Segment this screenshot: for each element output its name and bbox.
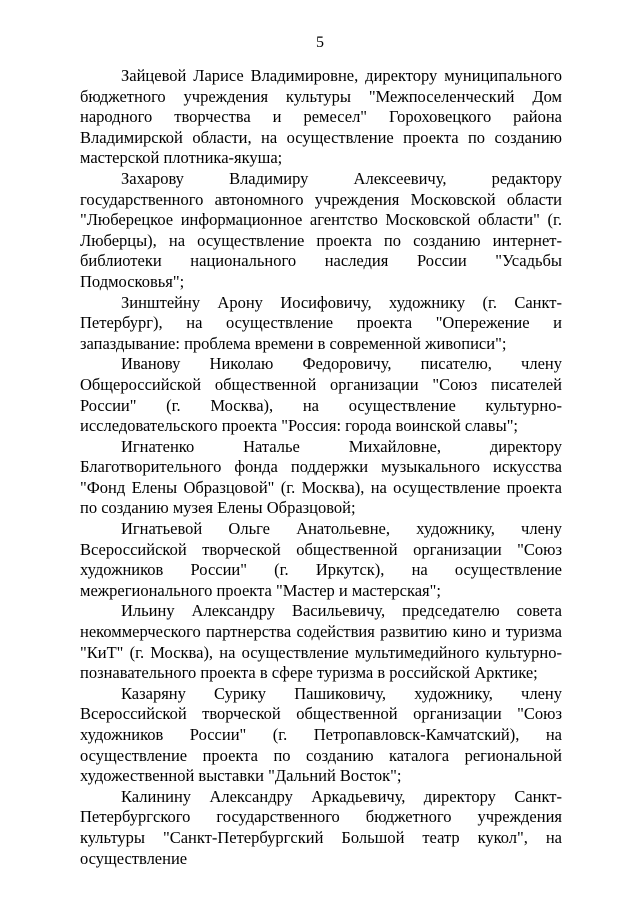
paragraph-ignatenko: Игнатенко Наталье Михайловне, директору Благотворительного фонда поддержки музыкального искусства "Фонд Елены Образцовой" (г. Москва), на осуществление проекта по созданию музея Елены Образцовой; [80, 436, 562, 518]
paragraph-zinshteyn: Зинштейну Арону Иосифовичу, художнику (г. Санкт-Петербург), на осуществление проекта "Опережение и запаздывание: проблема времени в современной живописи"; [80, 292, 562, 353]
paragraph-zaytseva: Зайцевой Ларисе Владимировне, директору муниципального бюджетного учреждения культуры "Межпоселенческий Дом народного творчества и ремесел" Гороховецкого района Владимирской области, на осуществление проекта по созданию мастерской плотника-якуша; [80, 66, 562, 168]
page-number: 5 [316, 34, 324, 51]
paragraph-zakharov: Захарову Владимиру Алексеевичу, редактору государственного автономного учреждения Московской области "Люберецкое информационное агентство Московской области" (г. Люберцы), на осуществление проекта по созданию интернет-библиотеки национального наследия России "Усадьбы Подмосковья"; [80, 168, 562, 291]
document-body [80, 66, 562, 869]
paragraph-kalinin: Калинину Александру Аркадьевичу, директору Санкт-Петербургского государственного бюджетного учреждения культуры "Санкт-Петербургский Большой театр кукол", на осуществление [80, 786, 562, 868]
paragraph-ignatyeva: Игнатьевой Ольге Анатольевне, художнику, члену Всероссийской творческой общественной организации "Союз художников России" (г. Иркутск), на осуществление межрегионального проекта "Мастер и мастерская"; [80, 519, 562, 600]
paragraph-ivanov: Иванову Николаю Федоровичу, писателю, члену Общероссийской общественной организации "Союз писателей России" (г. Москва), на осуществление культурно-исследовательского проекта "Россия: города воинской славы"; [80, 354, 562, 436]
paragraph-kazaryan: Казаряну Сурику Пашиковичу, художнику, члену Всероссийской творческой общественной организации "Союз художников России" (г. Петропавловск-Камчатский), на осуществление проекта по созданию каталога региональной художественной выставки "Дальний Восток"; [80, 683, 562, 786]
paragraph-ilyin: Ильину Александру Васильевичу, председателю совета некоммерческого партнерства содействия развитию кино и туризма "КиТ" (г. Москва), на осуществление мультимедийного культурно-познавательного проекта в сфере туризма в российской Арктике; [80, 601, 562, 683]
